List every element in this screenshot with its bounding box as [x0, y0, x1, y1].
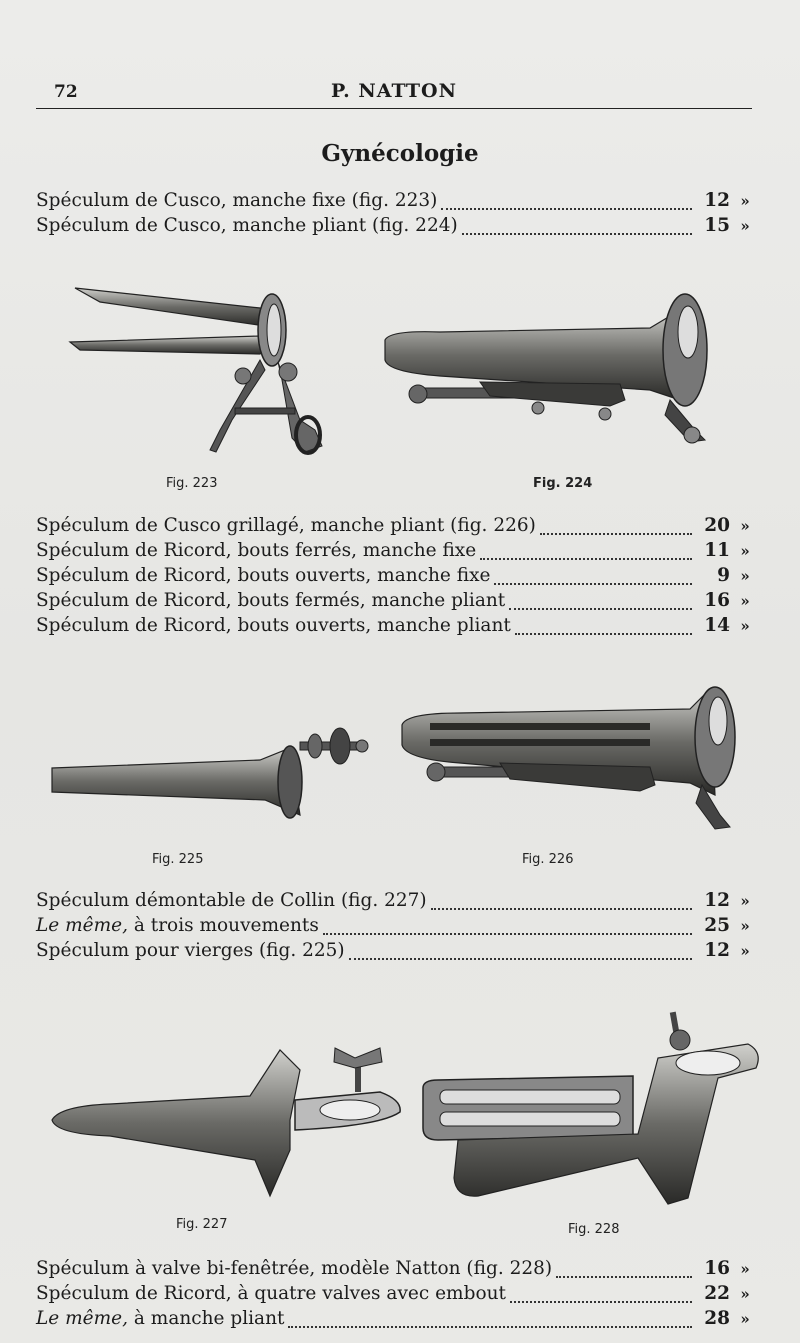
price-list-group-3	[36, 890, 760, 965]
item-price: 15	[704, 215, 730, 236]
item-label	[36, 540, 476, 561]
figure-226-illustration	[400, 685, 740, 835]
dot-leader	[480, 558, 692, 560]
item-label	[36, 590, 505, 611]
price-mark: »	[740, 192, 750, 210]
dot-leader	[349, 958, 692, 960]
dot-leader	[556, 1276, 692, 1278]
price-row	[36, 915, 760, 940]
item-label	[36, 915, 319, 936]
dot-leader	[431, 908, 692, 910]
dot-leader	[462, 233, 692, 235]
price-row	[36, 515, 760, 540]
dot-leader	[515, 633, 692, 635]
item-price: 9	[717, 565, 730, 586]
price-row	[36, 1283, 760, 1308]
price-list-group-1	[36, 190, 760, 240]
item-label-text: Spéculum de Ricord, bouts ouverts, manche fixe	[36, 565, 491, 586]
item-label-text: à trois mouvements	[127, 915, 319, 936]
price-mark: »	[740, 217, 750, 235]
price-mark: »	[740, 942, 750, 960]
item-price: 12	[704, 890, 730, 911]
page-header	[36, 78, 752, 109]
price-mark: »	[740, 592, 750, 610]
item-label-text: Spéculum à valve bi-fenêtrée, modèle Natton (fig. 228)	[36, 1258, 553, 1279]
price-row	[36, 1308, 760, 1333]
item-label	[36, 565, 490, 586]
item-label-text: Spéculum de Ricord, à quatre valves avec embout	[36, 1283, 506, 1304]
price-row	[36, 540, 760, 565]
figure-224-illustration	[380, 290, 720, 450]
item-price: 16	[704, 1258, 730, 1279]
figure-224-caption: Fig. 224	[533, 476, 593, 491]
dot-leader	[494, 583, 692, 585]
price-mark: »	[740, 542, 750, 560]
item-label-italic: Le même,	[36, 915, 128, 936]
item-label-text: Spéculum de Ricord, bouts fermés, manche pliant	[36, 590, 506, 611]
running-head: P. NATTON	[331, 80, 457, 102]
item-price: 11	[704, 540, 730, 561]
figure-227-illustration	[50, 1040, 410, 1200]
item-label	[36, 615, 511, 636]
section-title: Gynécologie	[321, 140, 479, 167]
price-row	[36, 615, 760, 640]
item-label-text: à manche pliant	[127, 1308, 285, 1329]
item-label	[36, 515, 536, 536]
price-row	[36, 940, 760, 965]
dot-leader	[288, 1326, 692, 1328]
item-label-text: Spéculum de Ricord, bouts ouverts, manche pliant	[36, 615, 511, 636]
item-label-text: Spéculum démontable de Collin (fig. 227)	[36, 890, 427, 911]
dot-leader	[510, 1301, 692, 1303]
price-row	[36, 190, 760, 215]
figure-225-caption: Fig. 225	[152, 852, 204, 867]
dot-leader	[540, 533, 692, 535]
price-mark: »	[740, 517, 750, 535]
item-price: 28	[704, 1308, 730, 1329]
item-label-text: Spéculum de Ricord, bouts ferrés, manche fixe	[36, 540, 477, 561]
price-mark: »	[740, 917, 750, 935]
item-label-text: Spéculum de Cusco, manche fixe (fig. 223)	[36, 190, 438, 211]
dot-leader	[323, 933, 692, 935]
item-label	[36, 1308, 284, 1329]
item-price: 12	[704, 940, 730, 961]
item-label	[36, 940, 345, 961]
item-label-text: Spéculum de Cusco, manche pliant (fig. 224)	[36, 215, 458, 236]
item-price: 14	[704, 615, 730, 636]
price-mark: »	[740, 1260, 750, 1278]
price-list-group-2	[36, 515, 760, 640]
item-label	[36, 890, 427, 911]
price-list-group-4	[36, 1258, 760, 1333]
item-label	[36, 215, 458, 236]
item-price: 20	[704, 515, 730, 536]
figure-225-illustration	[50, 720, 370, 835]
item-price: 16	[704, 590, 730, 611]
figure-223-caption: Fig. 223	[166, 476, 218, 491]
figure-228-illustration	[418, 1008, 763, 1208]
price-mark: »	[740, 567, 750, 585]
figure-226-caption: Fig. 226	[522, 852, 574, 867]
item-price: 25	[704, 915, 730, 936]
item-label	[36, 1258, 552, 1279]
price-mark: »	[740, 892, 750, 910]
item-label	[36, 190, 437, 211]
price-mark: »	[740, 1285, 750, 1303]
price-row	[36, 890, 760, 915]
item-price: 12	[704, 190, 730, 211]
item-label-italic: Le même,	[36, 1308, 128, 1329]
dot-leader	[509, 608, 692, 610]
item-price: 22	[704, 1283, 730, 1304]
dot-leader	[441, 208, 692, 210]
item-label	[36, 1283, 506, 1304]
price-mark: »	[740, 1310, 750, 1328]
price-row	[36, 1258, 760, 1283]
item-label-text: Spéculum de Cusco grillagé, manche pliant (fig. 226)	[36, 515, 536, 536]
price-mark: »	[740, 617, 750, 635]
figure-228-caption: Fig. 228	[568, 1222, 620, 1237]
price-row	[36, 565, 760, 590]
figure-223-illustration	[60, 280, 340, 460]
figure-227-caption: Fig. 227	[176, 1217, 228, 1232]
price-row	[36, 215, 760, 240]
price-row	[36, 590, 760, 615]
page-number: 72	[54, 82, 78, 102]
item-label-text: Spéculum pour vierges (fig. 225)	[36, 940, 345, 961]
